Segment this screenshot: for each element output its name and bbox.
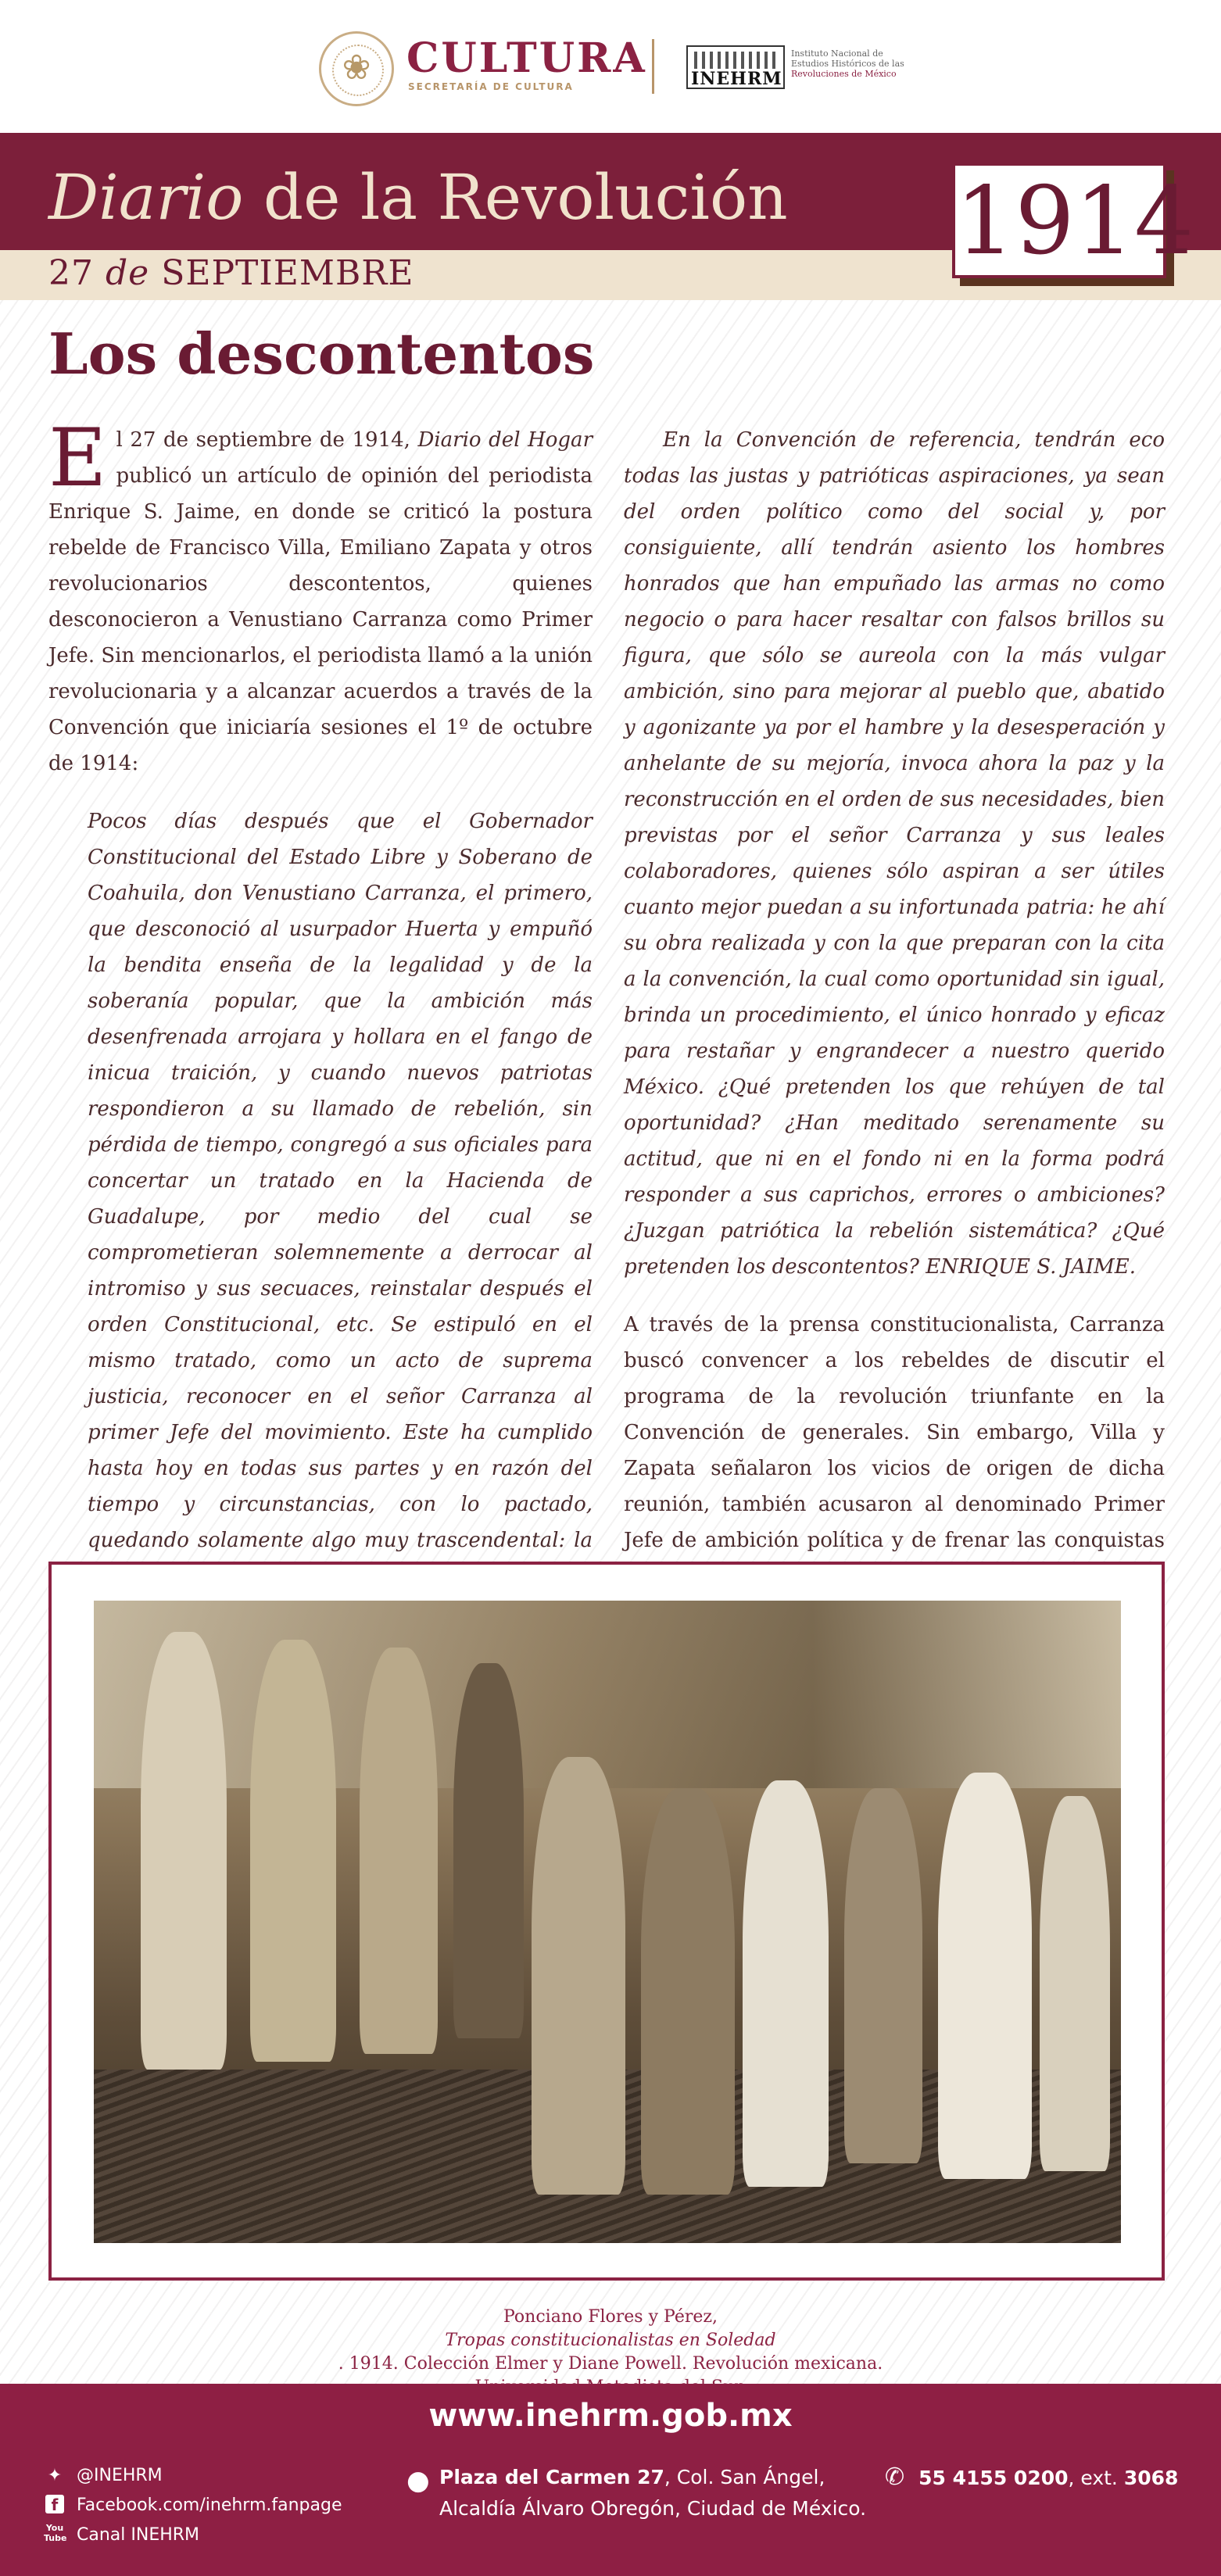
year-label: 1914 <box>955 167 1194 276</box>
secretaria-label: SECRETARÍA DE CULTURA <box>408 81 574 92</box>
soldier-figure <box>250 1640 336 2062</box>
facebook-link[interactable] <box>44 2490 342 2520</box>
closing-paragraph: A través de la prensa constitucionalista, Carranza buscó convencer a los rebeldes de discutir el programa de la revolución triunfante en la Convención de generales. Sin embargo, Villa y Zapata señalaron los vicios de origen de dicha reunión, también acusaron al denominado Primer Jefe de ambición política y de frenar las conquistas <box>624 1313 1165 1552</box>
location-pin-icon: ● <box>406 2465 430 2496</box>
caption-line-1 <box>94 2306 1127 2376</box>
seal-icon <box>319 31 394 106</box>
inehrm-name <box>791 48 924 79</box>
page-title <box>48 161 788 234</box>
soldier-figure <box>844 1788 922 2163</box>
intro-source: Diario del Hogar <box>417 428 593 452</box>
address-rest: , Col. San Ángel, <box>664 2466 825 2488</box>
phone-icon: ✆ <box>885 2463 905 2491</box>
phone-block <box>885 2462 1178 2494</box>
youtube-icon-top: You <box>45 2523 64 2533</box>
soldier-figure <box>1040 1796 1110 2171</box>
soldier-figure <box>141 1632 227 2070</box>
photo-sky <box>94 1601 1121 1788</box>
article-heading: Los descontentos <box>48 320 595 387</box>
soldier-figure <box>532 1757 625 2195</box>
soldier-figure <box>938 1773 1032 2179</box>
inehrm-word: INEHRM <box>691 69 782 89</box>
address-line-2: Alcaldía Álvaro Obregón, Ciudad de México. <box>439 2497 867 2520</box>
cultura-logo: CULTURA <box>406 34 647 82</box>
inehrm-name-line: Estudios Históricos de las <box>791 59 904 69</box>
phone-ext-label: , ext. <box>1068 2467 1124 2489</box>
youtube-channel: Canal INEHRM <box>77 2524 200 2545</box>
twitter-icon: ✦ <box>47 2465 63 2485</box>
address-line-1 <box>439 2462 866 2493</box>
soldier-figure <box>453 1663 524 2038</box>
soldier-figure <box>360 1648 438 2054</box>
youtube-link[interactable] <box>44 2520 342 2549</box>
youtube-icon <box>44 2523 66 2546</box>
quote-continuation: En la Convención de referencia, tendrán eco todas las justas y patrióticas aspiraciones, ya sean del orden político como del social y, por consiguiente, allí tendrán asiento los hombres honrados que han empuñado las armas no como negocio o para hacer resaltar con falsos brillos su figura, que sólo se aureola con la más vulgar ambición, sino para mejorar al pueblo que, abatido y agonizante ya por el hambre y la desesperación y anhelante de su mejoría, invoca ahora la paz y la reconstrucción en el orden de sus necesidades, bien previstas por el señor Carranza y sus leales colaboradores, quienes sólo aspiran a ser útiles cuanto mejor puedan a su infortunada patria: he ahí su obra realizada y con la que preparan con la cita a la convención, la cual como oportunidad sin igual, brinda un procedimiento, el único honrado y eficaz para restañar y engrandecer a nuestro querido México. ¿Qué pretenden los que rehúyen de tal oportunidad? ¿Han meditado serenamente su actitud, que ni en el fondo ni en la forma podrá responder a sus caprichos, errores o ambiciones? ¿Juzgan patriótica la rebelión sistemática? ¿Qué pretenden los descontentos? ENRIQUE S. JAIME. <box>624 428 1165 1279</box>
header-logos <box>0 0 1221 133</box>
youtube-icon-bottom: Tube <box>44 2533 67 2543</box>
social-links <box>44 2460 342 2549</box>
twitter-link[interactable] <box>44 2460 342 2490</box>
address-block <box>406 2462 866 2524</box>
drop-cap: E <box>48 412 107 505</box>
title-rest: de la Revolución <box>243 161 788 234</box>
phone-number: 55 4155 0200 <box>918 2467 1069 2489</box>
caption-work: Tropas constitucionalistas en Soledad <box>445 2331 776 2350</box>
title-diario: Diario <box>48 161 244 234</box>
date-day: 27 <box>48 253 94 293</box>
quote-block: Pocos días después que el Gobernador Constitucional del Estado Libre y Soberano de Coahuila, don Venustiano Carranza, el primero, que desconoció al usurpador Huerta y empuñó la bendita enseña de la legalidad y de la soberanía popular, que la ambición más desenfrenada arrojara y hollara en el fango de inicua traición, y cuando nuevos patriotas respondieron a su llamado de rebelión, sin pérdida de tiempo, congregó a sus oficiales para concertar un tratado en la Hacienda de Guadalupe, por medio del cual se comprometieran solemnemente a derrocar al intromiso y sus secuaces, reinstalar después el orden Constitucional, etc. Se estipuló en el mismo tratado, como un acto de suprema justicia, reconocer en el señor Carranza al primer Jefe del movimiento. Este ha cumplido hasta hoy en todas sus partes y en razón del tiempo y circunstancias, con lo pactado, quedando solamente algo muy trascendental: la <box>88 810 593 1552</box>
building-icon <box>694 52 777 69</box>
facebook-url: Facebook.com/inehrm.fanpage <box>77 2495 342 2515</box>
facebook-icon-wrap <box>44 2495 66 2515</box>
inehrm-logo <box>686 45 785 89</box>
soldier-figure <box>641 1788 735 2195</box>
intro-text-a: l 27 de septiembre de 1914, <box>116 428 418 452</box>
inehrm-name-line: Revoluciones de México <box>791 69 897 79</box>
youtube-icon-wrap <box>44 2523 66 2546</box>
left-column <box>48 412 593 1702</box>
website-link[interactable]: www.inehrm.gob.mx <box>428 2398 793 2434</box>
phone-ext-number: 3068 <box>1123 2467 1179 2489</box>
photo-frame <box>48 1562 1165 2281</box>
historical-photo <box>94 1601 1121 2243</box>
intro-paragraph <box>48 412 593 782</box>
date-de: de <box>94 253 162 293</box>
right-column <box>624 422 1165 1594</box>
logo-divider <box>652 39 654 94</box>
date-label <box>48 253 414 293</box>
year-box <box>952 163 1194 278</box>
inehrm-name-line: Instituto Nacional de <box>791 48 883 59</box>
date-month: SEPTIEMBRE <box>161 253 414 293</box>
caption-author: Ponciano Flores y Pérez, <box>503 2307 718 2327</box>
address-bold: Plaza del Carmen 27 <box>439 2466 664 2488</box>
intro-text-b: publicó un artículo de opinión del periodista Enrique S. Jaime, en donde se criticó la postura rebelde de Francisco Villa, Emiliano Zapata y otros revolucionarios descontentos, quienes desconocieron a Venustiano Carranza como Primer Jefe. Sin mencionarlos, el periodista llamó a la unión revolucionaria y a alcanzar acuerdos a través de la Convención que iniciaría sesiones el 1º de octubre de 1914: <box>48 464 593 775</box>
facebook-icon: f <box>45 2495 64 2513</box>
twitter-handle: @INEHRM <box>77 2465 163 2485</box>
soldier-figure <box>743 1780 829 2187</box>
caption-rest: . 1914. Colección Elmer y Diane Powell. Revolución mexicana. <box>338 2354 883 2374</box>
